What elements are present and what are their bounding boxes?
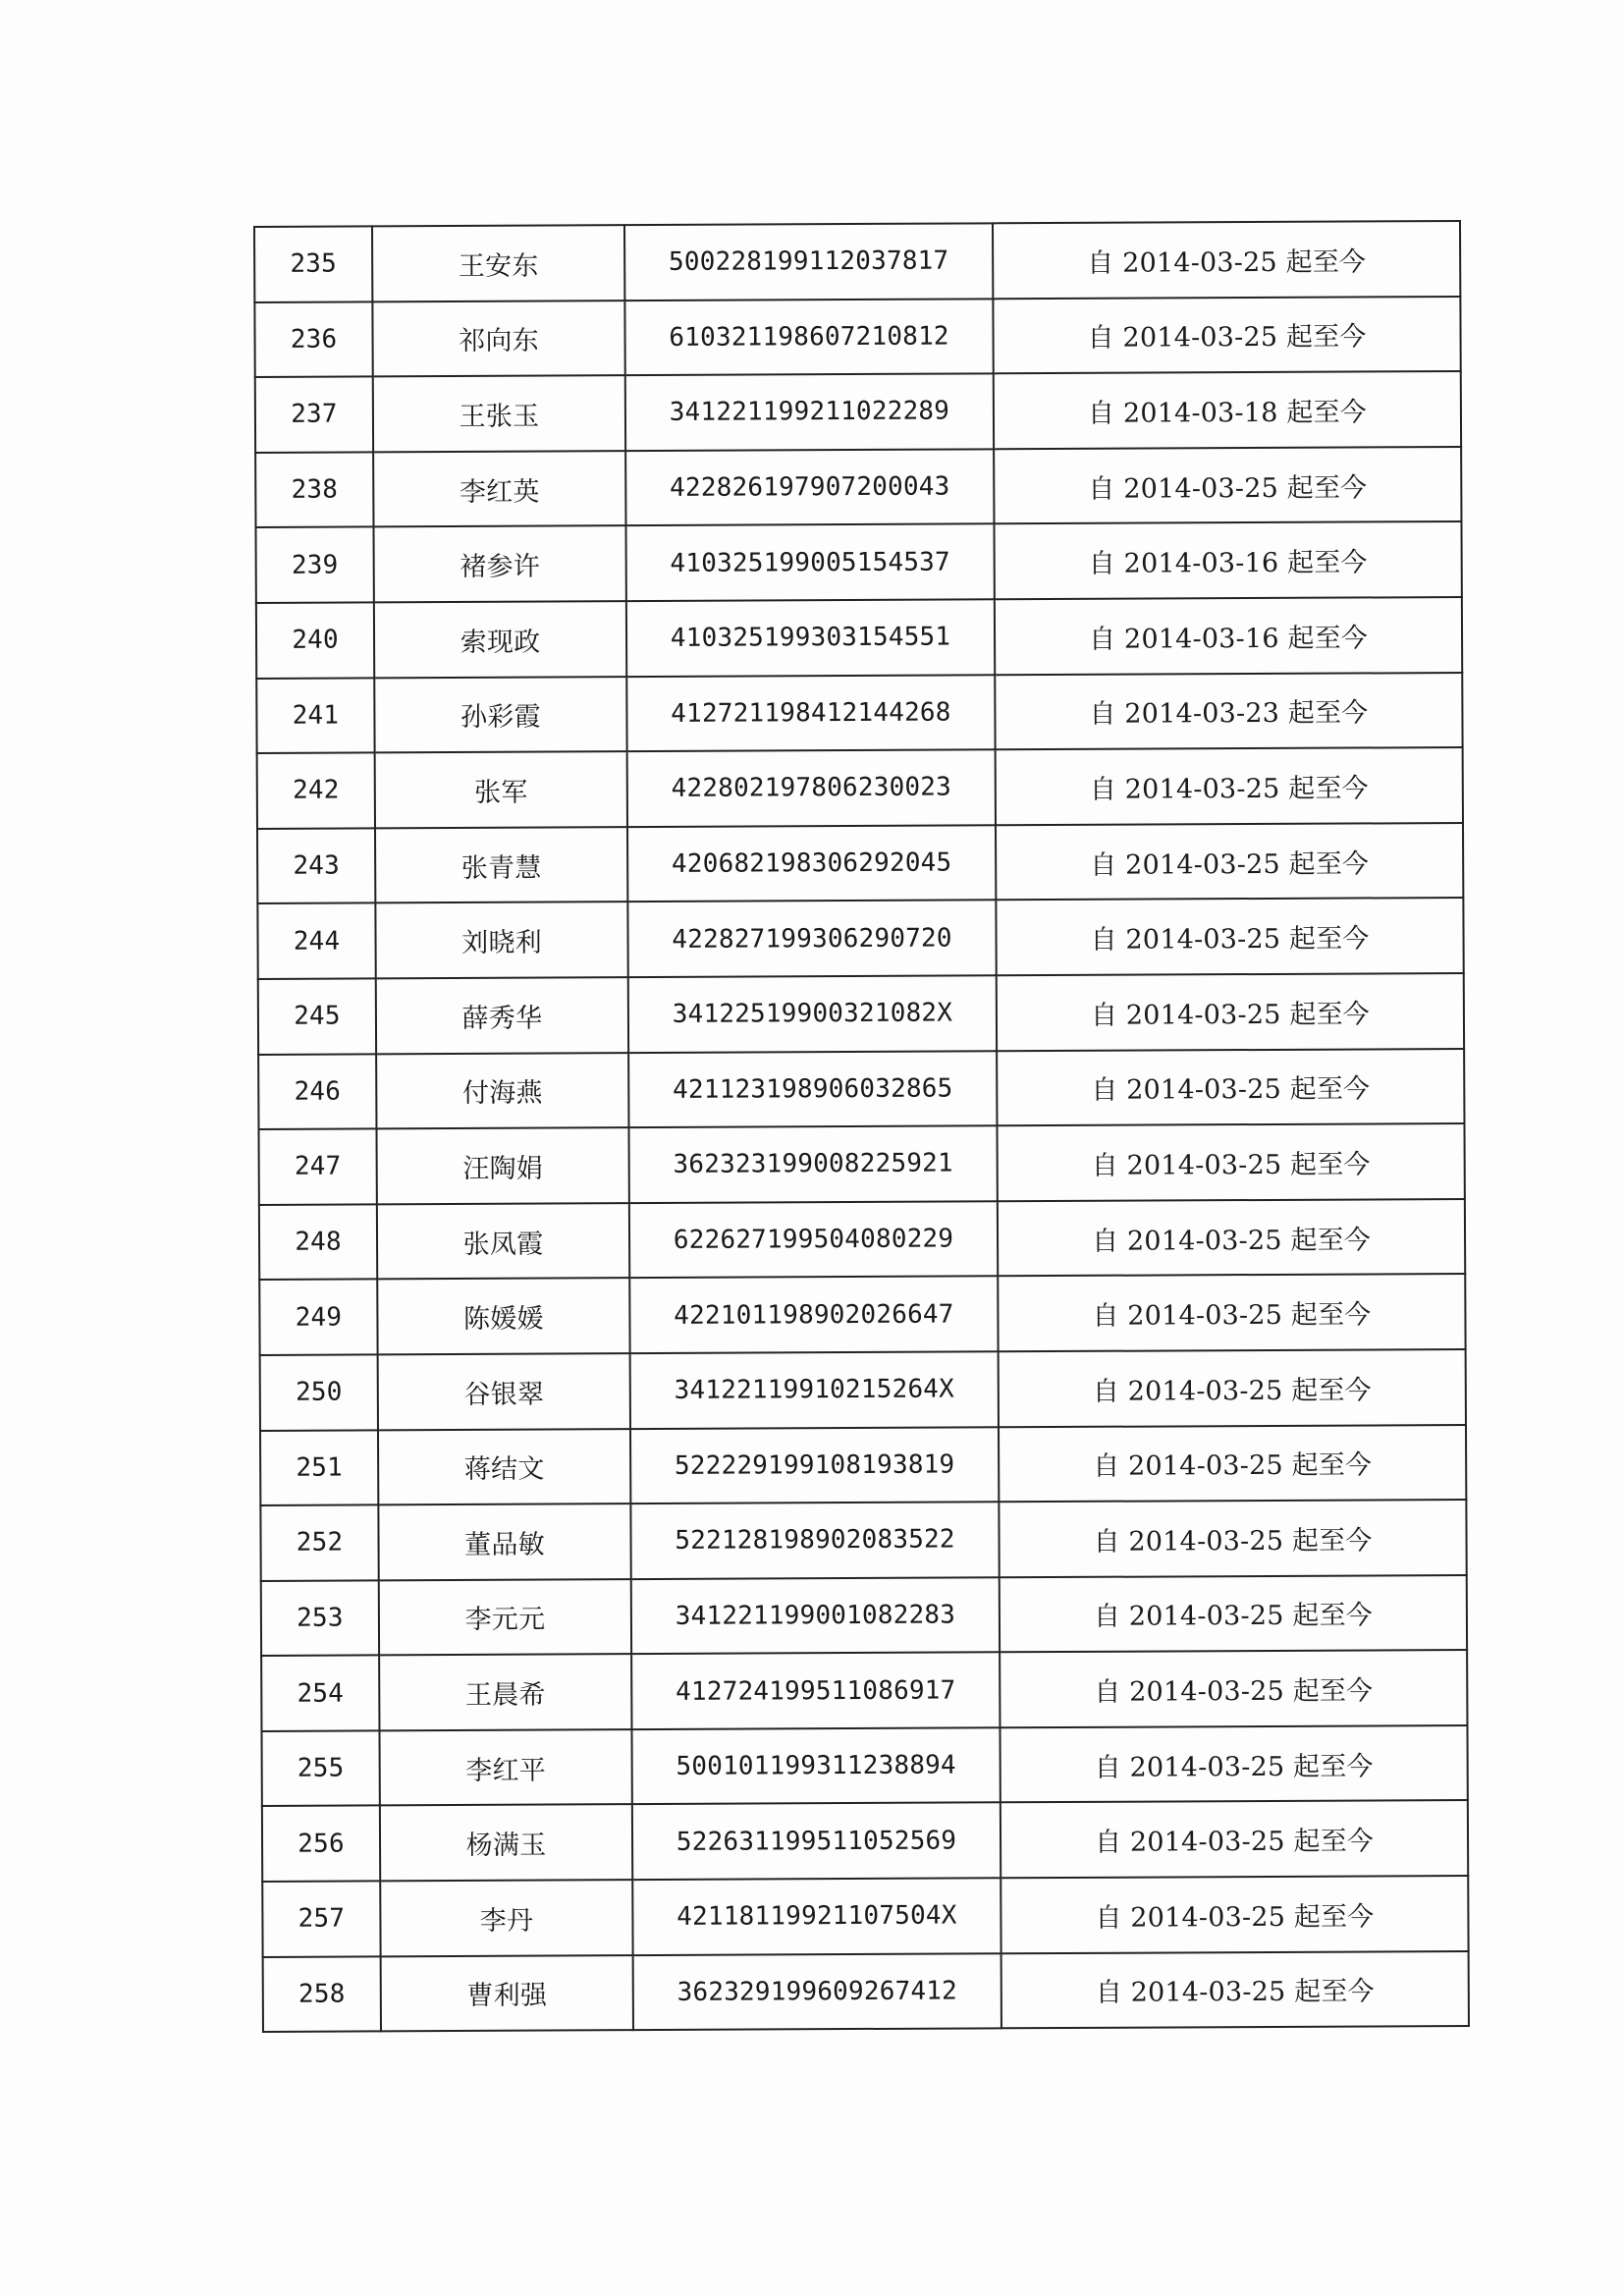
person-name-cell: 董品敏 [378, 1503, 630, 1580]
period-cell: 自 2014-03-25 起至今 [999, 1424, 1466, 1502]
person-name-cell: 李元元 [379, 1579, 631, 1656]
table-row [254, 221, 1460, 302]
table-row [255, 371, 1461, 453]
id-number-cell: 362329199609267412 [633, 1953, 1001, 2030]
table-row [261, 1725, 1467, 1807]
person-name-cell: 褚参许 [374, 526, 626, 603]
period-cell: 自 2014-03-25 起至今 [993, 221, 1460, 299]
period-cell: 自 2014-03-25 起至今 [1001, 1876, 1468, 1953]
person-name-cell: 张凤霞 [377, 1203, 629, 1280]
person-name-cell: 王安东 [372, 225, 624, 301]
person-name-cell: 王张玉 [373, 375, 625, 452]
id-number-cell: 610321198607210812 [624, 299, 993, 375]
id-number-cell: 42118119921107504X [632, 1878, 1001, 1954]
id-number-cell: 341221199211022289 [625, 374, 994, 451]
row-number-cell: 242 [257, 753, 375, 829]
row-number-cell: 250 [260, 1354, 378, 1430]
period-cell: 自 2014-03-25 起至今 [996, 898, 1463, 975]
row-number-cell: 252 [260, 1504, 378, 1580]
period-cell: 自 2014-03-25 起至今 [994, 447, 1461, 524]
person-name-cell: 祁向东 [372, 301, 624, 377]
period-cell: 自 2014-03-23 起至今 [995, 673, 1462, 750]
period-cell: 自 2014-03-25 起至今 [1000, 1575, 1467, 1653]
row-number-cell: 236 [254, 301, 372, 377]
row-number-cell: 235 [254, 226, 372, 301]
person-name-cell: 孙彩霞 [374, 677, 626, 753]
id-number-cell: 500228199112037817 [624, 223, 993, 300]
table-row [259, 1199, 1465, 1281]
period-cell: 自 2014-03-25 起至今 [1001, 1951, 1469, 2029]
id-number-cell: 422101198902026647 [629, 1277, 998, 1353]
person-name-cell: 蒋结文 [378, 1429, 630, 1505]
person-name-cell: 索现政 [374, 601, 626, 678]
id-number-cell: 412724199511086917 [631, 1653, 1000, 1729]
id-number-cell: 362323199008225921 [628, 1125, 997, 1202]
period-cell: 自 2014-03-25 起至今 [1000, 1725, 1467, 1803]
person-name-cell: 陈媛媛 [377, 1278, 629, 1354]
table-row [257, 898, 1463, 979]
period-cell: 自 2014-03-25 起至今 [996, 747, 1463, 825]
table-row [254, 297, 1460, 378]
person-name-cell: 刘晓利 [375, 902, 627, 978]
table-row [261, 1575, 1467, 1657]
table-row [258, 973, 1464, 1055]
person-name-cell: 曹利强 [381, 1955, 633, 2032]
table-row [258, 1049, 1464, 1130]
row-number-cell: 254 [261, 1656, 379, 1731]
period-cell: 自 2014-03-25 起至今 [998, 1199, 1465, 1277]
id-number-cell: 522128198902083522 [630, 1502, 999, 1578]
id-number-cell: 522229199108193819 [630, 1427, 999, 1503]
row-number-cell: 249 [259, 1280, 377, 1355]
table-row [256, 673, 1462, 754]
row-number-cell: 245 [258, 978, 376, 1054]
row-number-cell: 244 [257, 903, 375, 979]
row-number-cell: 243 [257, 828, 375, 903]
table-row [256, 521, 1462, 603]
table-row [256, 597, 1462, 679]
id-number-cell: 34122119910215264X [630, 1351, 999, 1428]
id-number-cell: 420682198306292045 [627, 825, 996, 902]
person-name-cell: 张军 [375, 751, 627, 828]
table-row [263, 1951, 1469, 2033]
id-number-cell: 422826197907200043 [625, 449, 994, 525]
records-table [253, 220, 1470, 2033]
row-number-cell: 241 [256, 678, 374, 753]
person-name-cell: 李红平 [379, 1729, 631, 1806]
period-cell: 自 2014-03-16 起至今 [994, 521, 1461, 599]
row-number-cell: 251 [260, 1430, 378, 1505]
row-number-cell: 255 [261, 1730, 379, 1806]
table-row [262, 1876, 1468, 1957]
row-number-cell: 238 [255, 452, 373, 527]
period-cell: 自 2014-03-25 起至今 [999, 1500, 1466, 1577]
id-number-cell: 410325199005154537 [625, 524, 994, 601]
period-cell: 自 2014-03-25 起至今 [993, 297, 1460, 374]
row-number-cell: 256 [262, 1806, 380, 1882]
records-table-wrapper [253, 220, 1460, 2033]
id-number-cell: 341221199001082283 [631, 1577, 1000, 1654]
person-name-cell: 张青慧 [375, 827, 627, 903]
row-number-cell: 240 [256, 602, 374, 678]
period-cell: 自 2014-03-25 起至今 [997, 1049, 1464, 1126]
id-number-cell: 422827199306290720 [627, 901, 996, 977]
row-number-cell: 247 [258, 1129, 376, 1205]
person-name-cell: 薛秀华 [376, 977, 628, 1054]
id-number-cell: 410325199303154551 [626, 599, 995, 676]
period-cell: 自 2014-03-16 起至今 [995, 597, 1462, 675]
table-row [260, 1349, 1466, 1431]
person-name-cell: 付海燕 [376, 1053, 628, 1129]
row-number-cell: 257 [262, 1881, 380, 1956]
row-number-cell: 258 [263, 1956, 381, 2032]
person-name-cell: 汪陶娟 [376, 1127, 628, 1204]
person-name-cell: 王晨希 [379, 1654, 631, 1730]
period-cell: 自 2014-03-25 起至今 [997, 973, 1464, 1051]
row-number-cell: 253 [261, 1580, 379, 1656]
period-cell: 自 2014-03-25 起至今 [997, 1123, 1464, 1201]
period-cell: 自 2014-03-25 起至今 [996, 823, 1463, 901]
table-row [258, 1123, 1464, 1205]
table-row [257, 823, 1463, 904]
table-row [257, 747, 1463, 829]
id-number-cell: 421123198906032865 [628, 1051, 997, 1127]
table-row [262, 1800, 1468, 1882]
row-number-cell: 237 [255, 377, 373, 453]
period-cell: 自 2014-03-18 起至今 [994, 371, 1461, 449]
id-number-cell: 622627199504080229 [629, 1201, 998, 1278]
person-name-cell: 谷银翠 [378, 1353, 630, 1430]
id-number-cell: 34122519900321082X [628, 975, 997, 1052]
table-row [260, 1500, 1466, 1581]
id-number-cell: 500101199311238894 [631, 1727, 1000, 1804]
person-name-cell: 李红英 [373, 451, 625, 527]
id-number-cell: 522631199511052569 [632, 1803, 1001, 1880]
row-number-cell: 248 [259, 1204, 377, 1280]
table-row [259, 1274, 1465, 1355]
period-cell: 自 2014-03-25 起至今 [998, 1274, 1465, 1351]
table-row [255, 447, 1461, 528]
id-number-cell: 412721198412144268 [626, 675, 995, 751]
period-cell: 自 2014-03-25 起至今 [999, 1349, 1466, 1427]
person-name-cell: 李丹 [380, 1880, 632, 1956]
table-row [261, 1650, 1467, 1731]
period-cell: 自 2014-03-25 起至今 [1001, 1800, 1468, 1878]
person-name-cell: 杨满玉 [380, 1805, 632, 1882]
records-table-body [254, 221, 1469, 2032]
id-number-cell: 422802197806230023 [627, 749, 996, 826]
period-cell: 自 2014-03-25 起至今 [1000, 1650, 1467, 1727]
row-number-cell: 239 [256, 527, 374, 603]
row-number-cell: 246 [258, 1054, 376, 1129]
table-row [260, 1424, 1466, 1505]
